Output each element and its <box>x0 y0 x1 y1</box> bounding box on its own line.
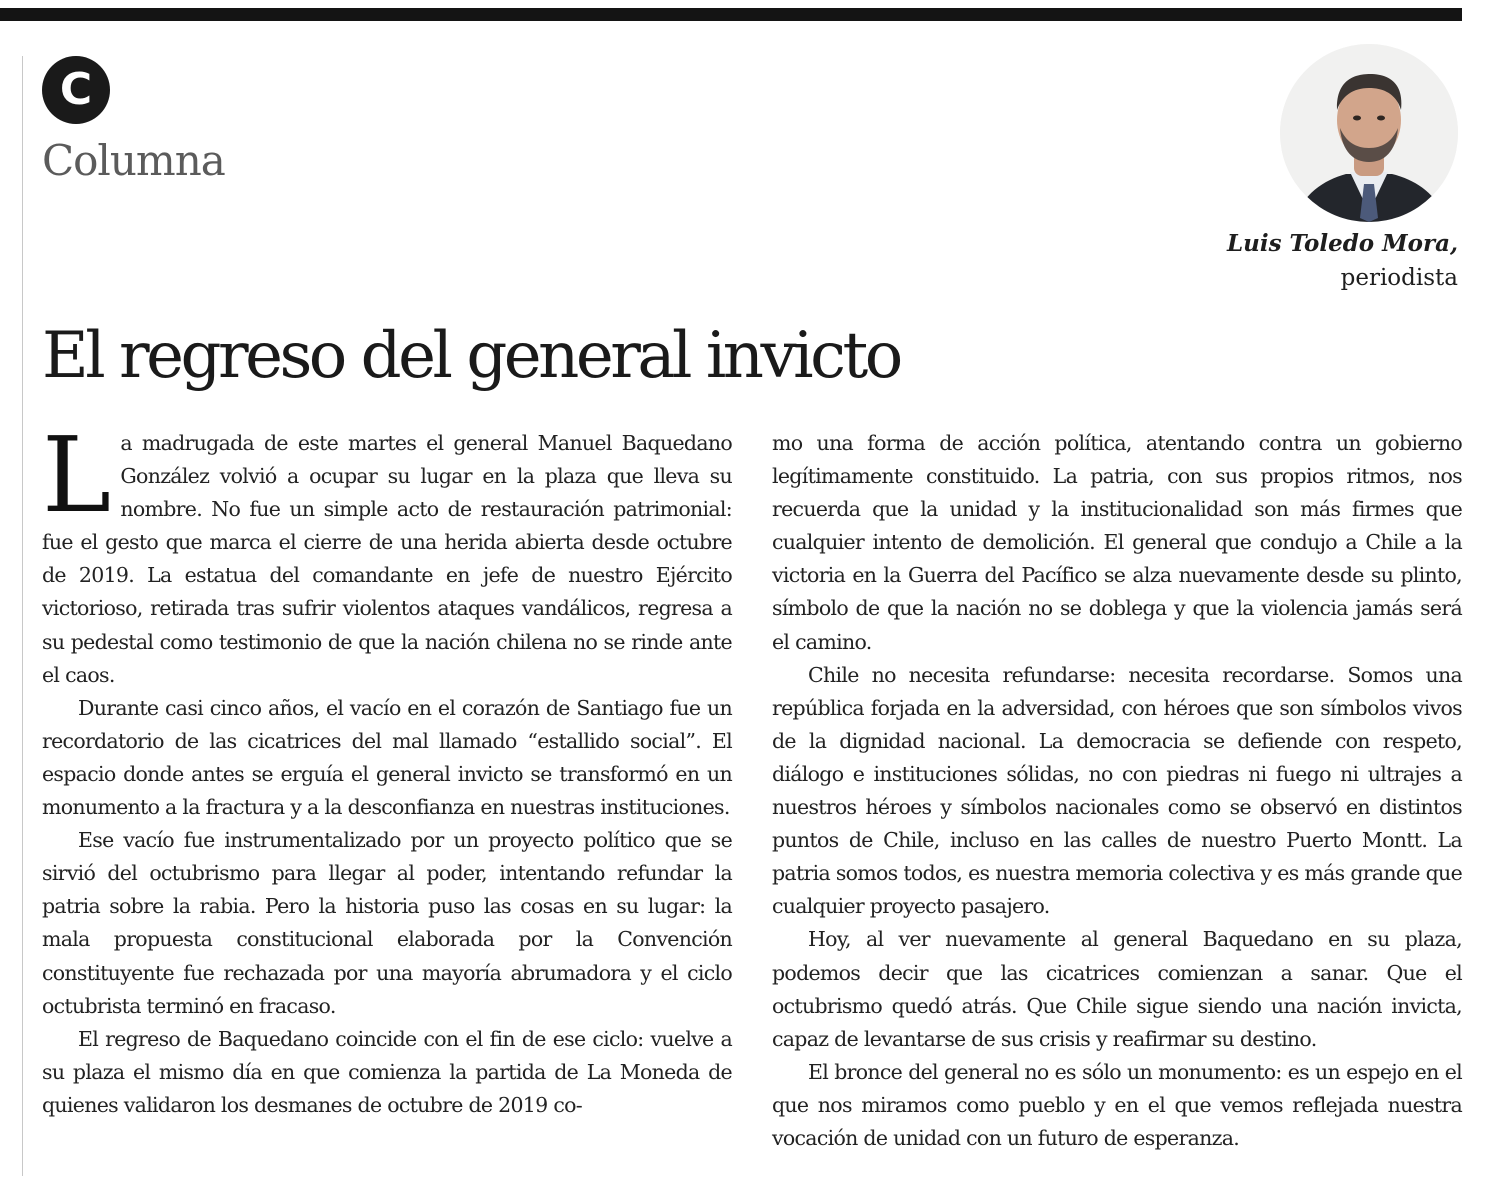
section-badge: C <box>42 56 110 124</box>
drop-cap: L <box>42 414 111 536</box>
article-column-left <box>42 414 732 1122</box>
author-portrait-illustration <box>1280 44 1458 222</box>
article-column-right <box>772 427 1462 1155</box>
article-paragraph: El regreso de Baquedano coincide con el fin de ese ciclo: vuelve a su plaza el mismo día en que comienza la partida de La Moneda de quienes validaron los desmanes de octubre de 2019 co- <box>42 1026 732 1117</box>
paragraph-text: a madrugada de este martes el general Manuel Baquedano González volvió a ocupar su lugar en la plaza que lleva su nombre. No fue un simple acto de restauración patrimonial: fue el gesto que marca el cierre de una herida abierta desde octubre de 2019. La estatua del comandante en jefe de nuestro Ejército victorioso, retirada tras sufrir violentos ataques vandálicos, regresa a su pedestal como testimonio de que la nación chilena no se rinde ante el caos. <box>42 431 732 687</box>
article-paragraph: Hoy, al ver nuevamente al general Baquedano en su plaza, podemos decir que las cicatrices comienzan a sanar. Que el octubrismo quedó atrás. Que Chile sigue siendo una nación invicta, capaz de levantarse de sus crisis y reafirmar su destino. <box>772 927 1462 1051</box>
author-name: Luis Toledo Mora, <box>1226 230 1458 257</box>
top-rule <box>0 8 1462 21</box>
author-portrait-photo <box>1280 44 1458 222</box>
article-paragraph: Chile no necesita refundarse: necesita recordarse. Somos una república forjada en la adversidad, con héroes que son símbolos vivos de la dignidad nacional. La democracia se defiende con respeto, diálogo e instituciones sólidas, no con piedras ni fuego ni ultrajes a nuestros héroes y símbolos nacionales como se observó en distintos puntos de Chile, incluso en las calles de nuestro Puerto Montt. La patria somos todos, es nuestra memoria colectiva y es más grande que cualquier proyecto pasajero. <box>772 662 1462 919</box>
section-label: Columna <box>42 136 225 185</box>
article-paragraph <box>42 414 732 692</box>
article-paragraph: El bronce del general no es sólo un monumento: es un espejo en el que nos miramos como pueblo y en el que vemos reflejada nuestra vocación de unidad con un futuro de esperanza. <box>772 1059 1462 1150</box>
left-margin-rule <box>22 56 23 1176</box>
article-paragraph: Ese vacío fue instrumentalizado por un proyecto político que se sirvió del octubrismo para llegar al poder, intentando refundar la patria sobre la rabia. Pero la historia puso las cosas en su lugar: la mala propuesta constitucional elaborada por la Convención constituyente fue rechazada por una mayoría abrumadora y el ciclo octubrista terminó en fracaso. <box>42 828 732 1018</box>
article-paragraph: Durante casi cinco años, el vacío en el corazón de Santiago fue un recordatorio de las cicatrices del mal llamado “estallido social”. El espacio donde antes se erguía el general invicto se transformó en un monumento a la fractura y a la desconfianza en nuestras instituciones. <box>42 695 732 820</box>
article-headline: El regreso del general invicto <box>42 319 900 393</box>
article-paragraph: mo una forma de acción política, atentando contra un gobierno legítimamente constituido. La patria, con sus propios ritmos, nos recuerda que la unidad y la institucionalidad son más firmes que cualquier intento de demolición. El general que condujo a Chile a la victoria en la Guerra del Pacífico se alza nuevamente desde su plinto, símbolo de que la nación no se doblega y que la violencia jamás será el camino. <box>772 431 1462 654</box>
author-role: periodista <box>1340 265 1458 291</box>
